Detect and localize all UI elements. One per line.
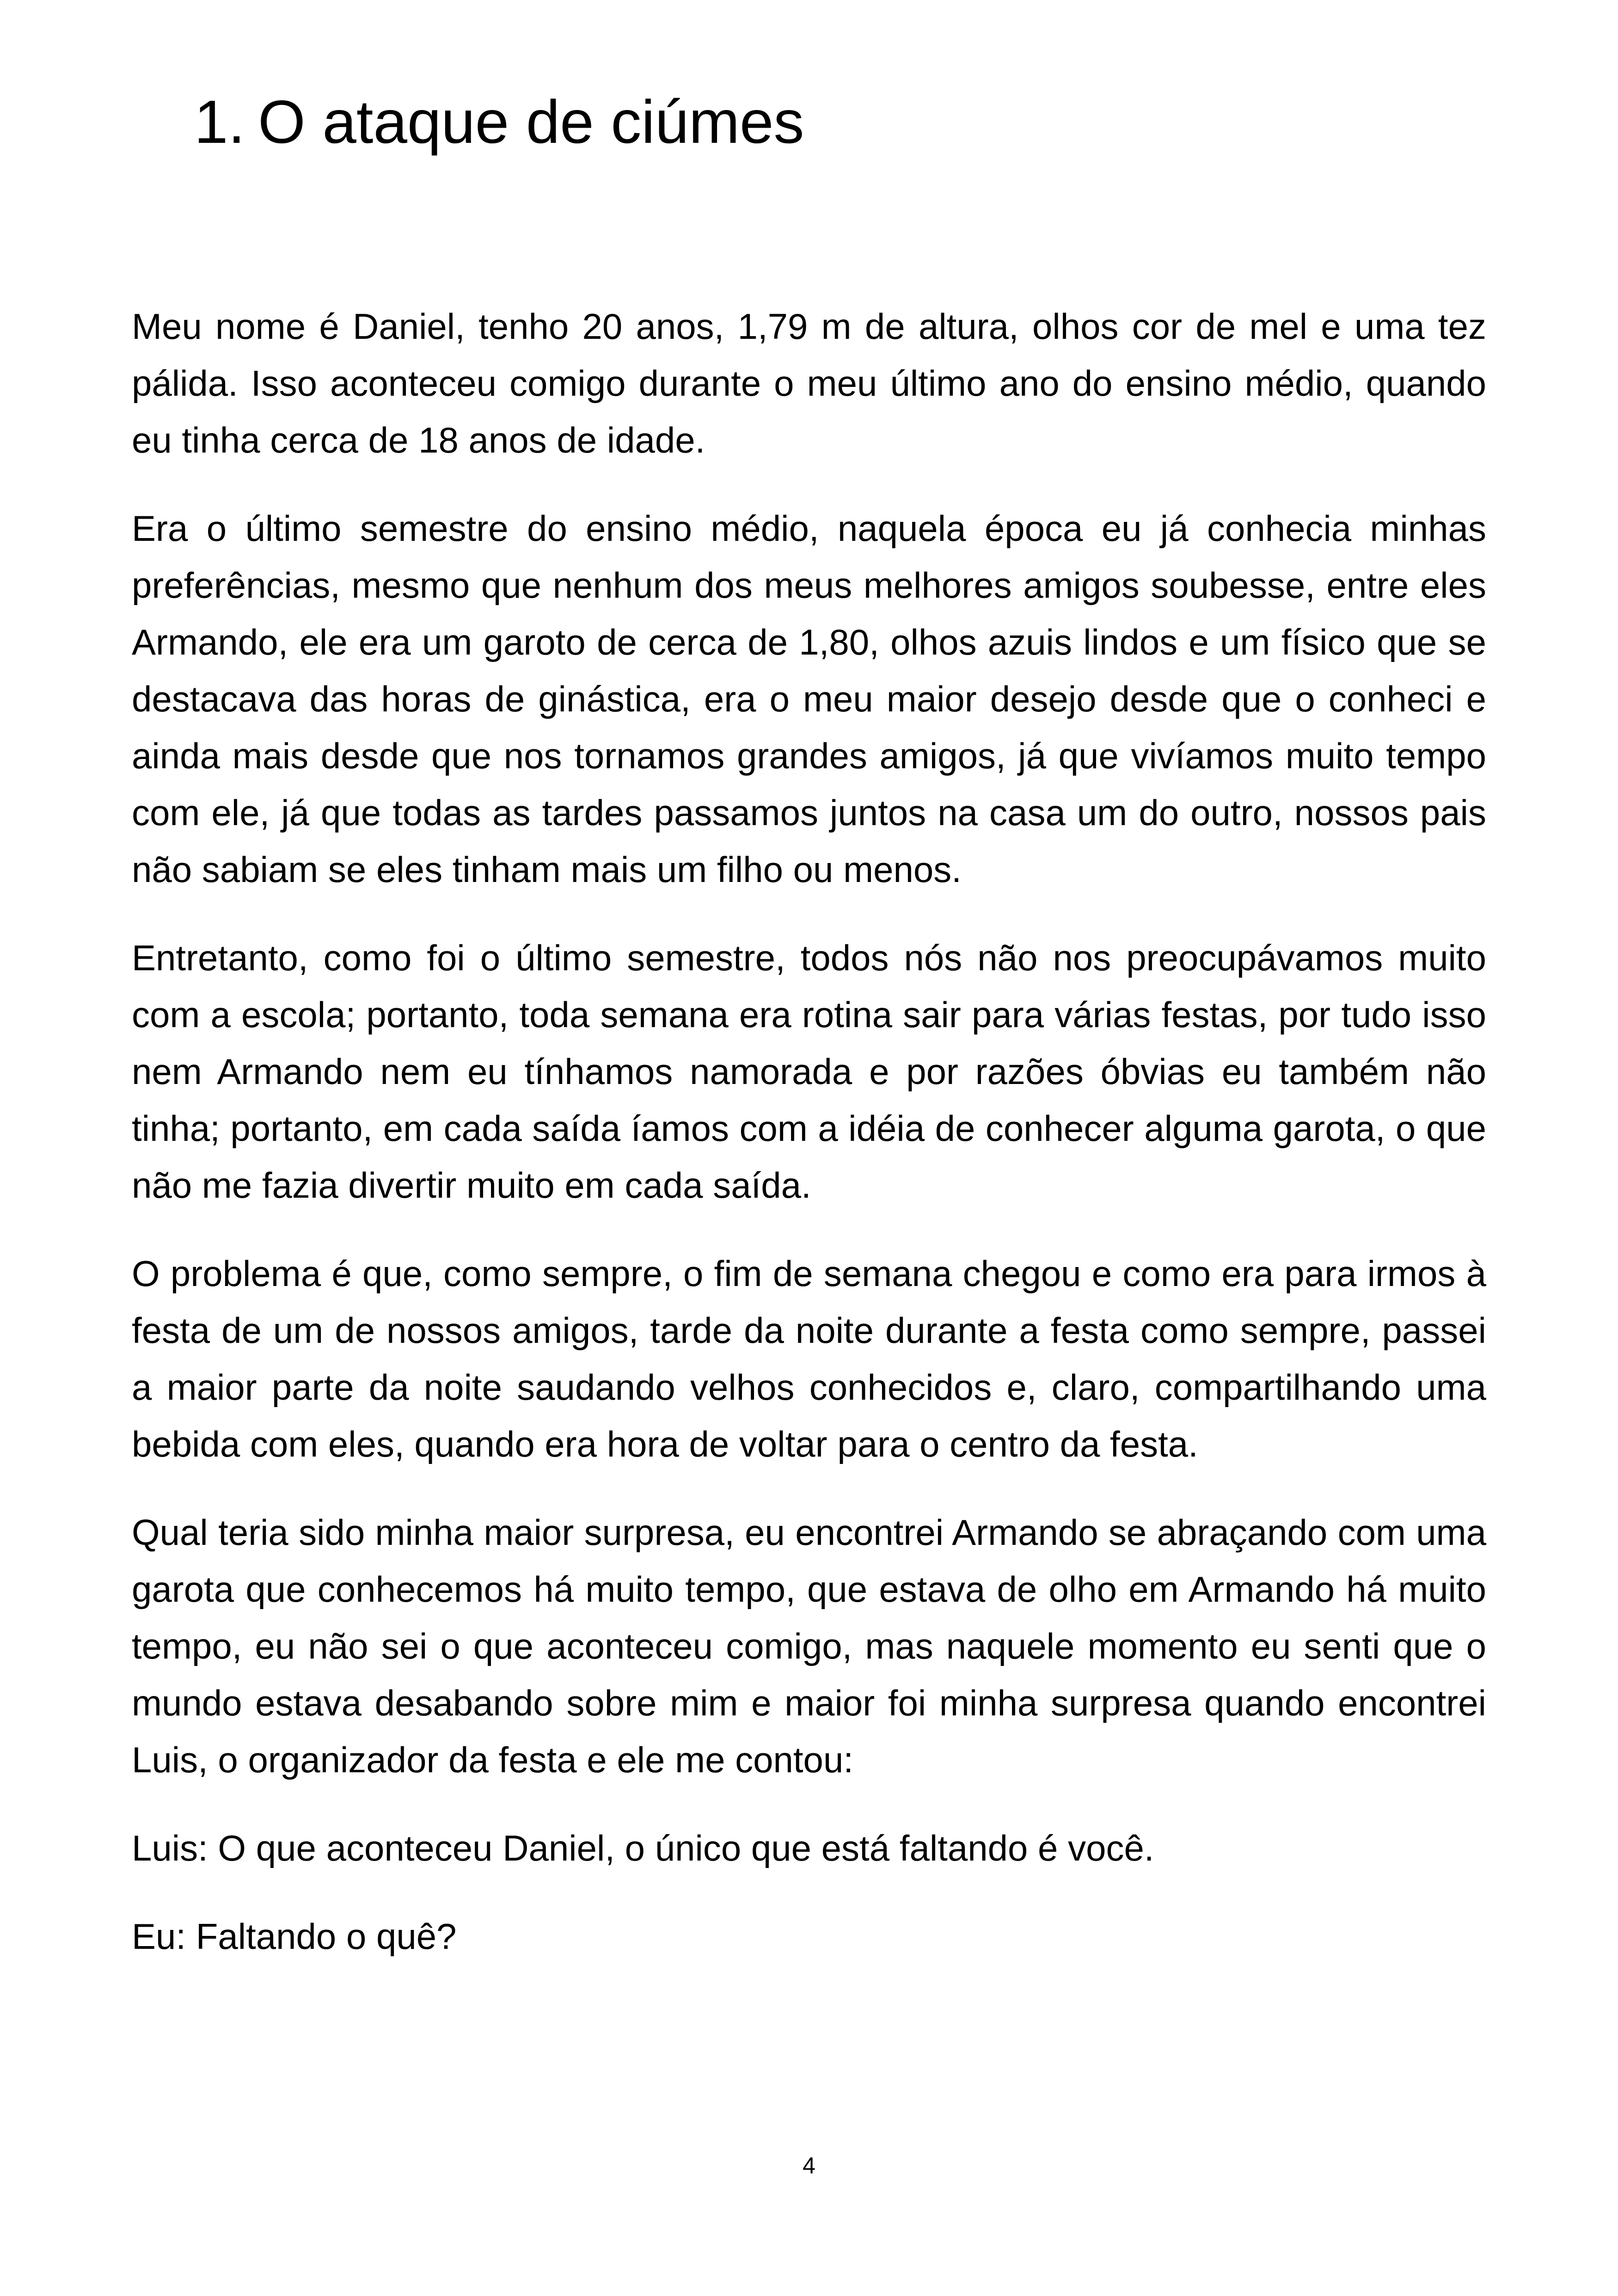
paragraph: O problema é que, como sempre, o fim de semana chegou e como era para irmos à festa de um de nossos amigos, tarde da noite durante a festa como sempre, passei a maior parte da noite saudando velhos conhecidos e, claro, compartilhando uma bebida com eles, quando era hora de voltar para o centro da festa. [132, 1253, 1486, 1464]
page-number: 4 [803, 2153, 815, 2179]
body-text [132, 298, 1486, 1996]
paragraph: Qual teria sido minha maior surpresa, eu encontrei Armando se abraçando com uma garota que conhecemos há muito tempo, que estava de olho em Armando há muito tempo, eu não sei o que aconteceu comigo, mas naquele momento eu senti que o mundo estava desabando sobre mim e maior foi minha surpresa quando encontrei Luis, o organizador da festa e ele me contou: [132, 1512, 1486, 1780]
paragraph: Entretanto, como foi o último semestre, todos nós não nos preocupávamos muito com a escola; portanto, toda semana era rotina sair para várias festas, por tudo isso nem Armando nem eu tínhamos namorada e por razões óbvias eu também não tinha; portanto, em cada saída íamos com a idéia de conhecer alguma garota, o que não me fazia divertir muito em cada saída. [132, 937, 1486, 1206]
dialogue-line: Luis: O que aconteceu Daniel, o único que está faltando é você. [132, 1828, 1154, 1868]
paragraph: Era o último semestre do ensino médio, naquela época eu já conhecia minhas preferências, mesmo que nenhum dos meus melhores amigos soubesse, entre eles Armando, ele era um garoto de cerca de 1,80, olhos azuis lindos e um físico que se destacava das horas de ginástica, era o meu maior desejo desde que o conheci e ainda mais desde que nos tornamos grandes amigos, já que vivíamos muito tempo com ele, já que todas as tardes passamos juntos na casa um do outro, nossos pais não sabiam se eles tinham mais um filho ou menos. [132, 508, 1486, 890]
chapter-title-text: O ataque de ciúmes [258, 88, 804, 156]
chapter-title [194, 86, 804, 159]
chapter-number: 1. [194, 88, 245, 156]
dialogue-line: Eu: Faltando o quê? [132, 1916, 457, 1957]
paragraph: Meu nome é Daniel, tenho 20 anos, 1,79 m de altura, olhos cor de mel e uma tez pálida. Isso aconteceu comigo durante o meu último ano do ensino médio, quando eu tinha cerca de 18 anos de idade. [132, 306, 1486, 460]
